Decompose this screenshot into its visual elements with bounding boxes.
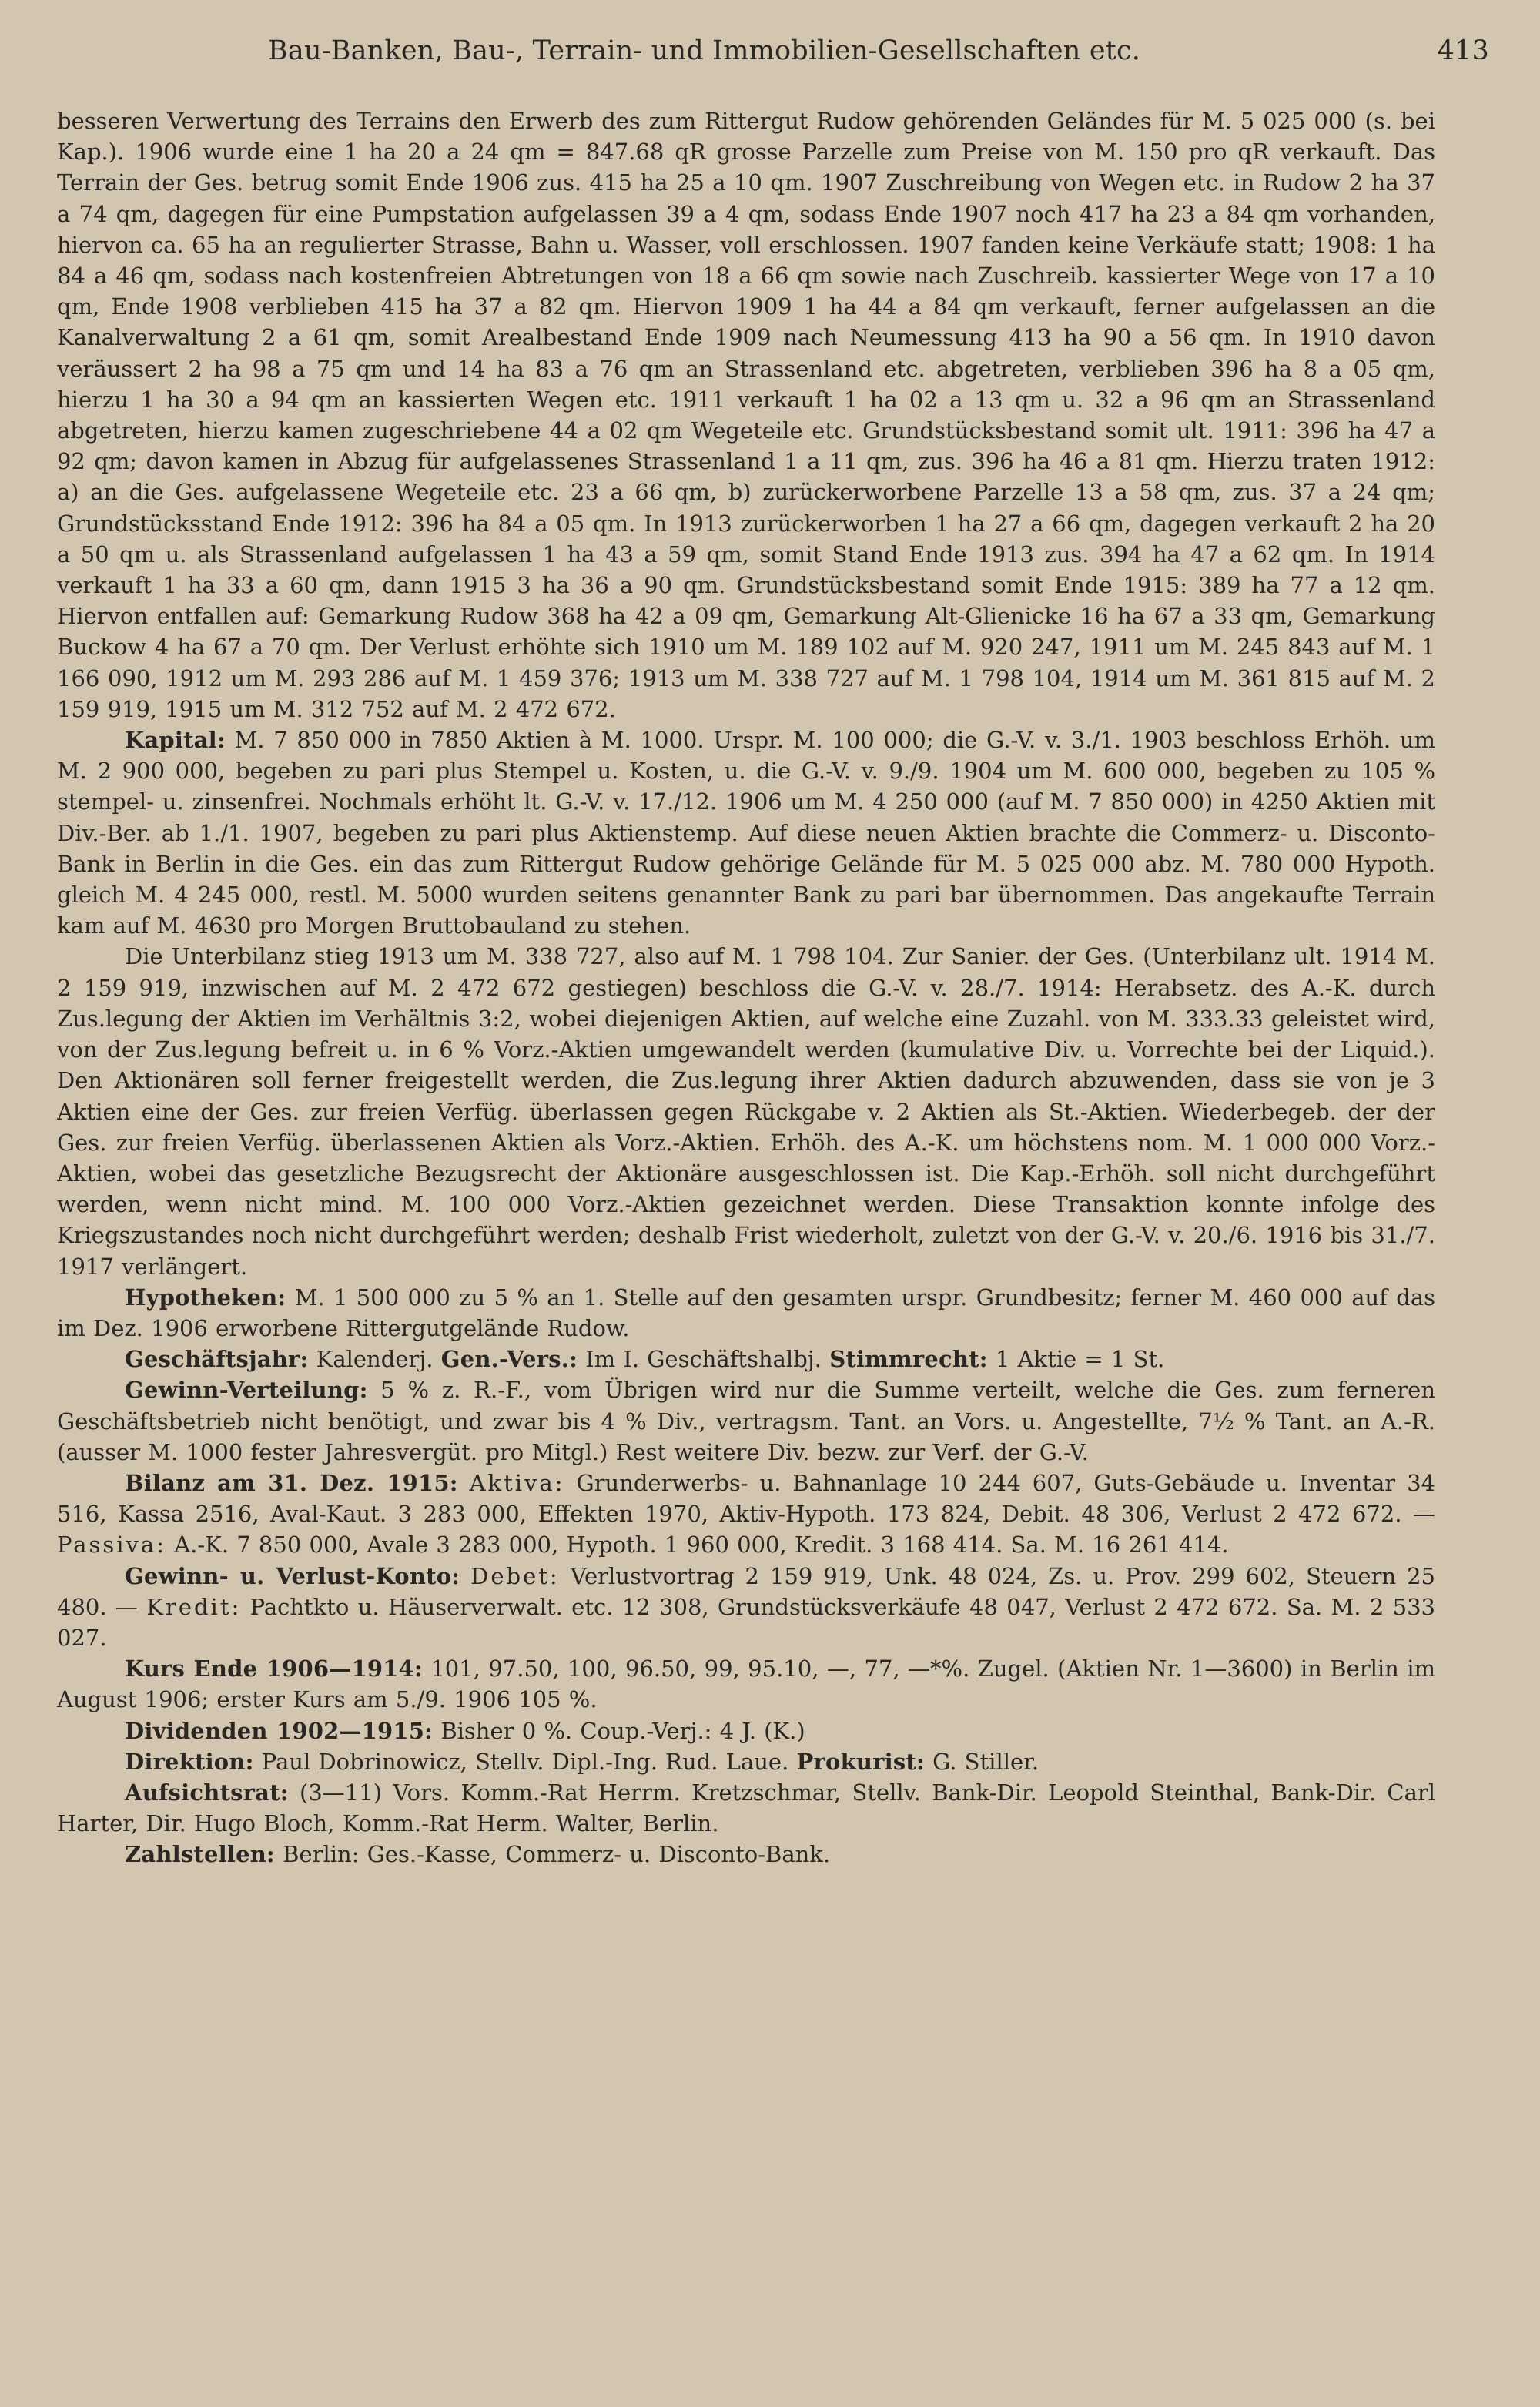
stimmrecht-text: 1 Aktie = 1 St. xyxy=(995,1346,1165,1373)
gewinnverteilung-text: 5 % z. R.-F., vom Übrigen wird nur die Summe verteilt, welche die Ges. zum ferneren Geschäftsbetrieb nicht benötigt, und zwar bis 4 % Div., vertragsm. Tant. an Vors. u. Angestellte, 7½ % Tant. an A.-R. (ausser M. 1000 fester Jahresvergüt. pro Mitgl.) Rest weitere Div. bezw. zur Verf. der G.-V. xyxy=(57,1377,1435,1465)
dividenden-paragraph xyxy=(57,1716,1435,1746)
kurs-label: Kurs Ende 1906—1914: xyxy=(125,1655,423,1682)
direktion-paragraph xyxy=(57,1746,1435,1777)
dividenden-text: Bisher 0 %. Coup.-Verj.: 4 J. (K.) xyxy=(440,1717,805,1744)
unterbilanz-text: Die Unterbilanz stieg 1913 um M. 338 727, also auf M. 1 798 104. Zur Sanier. der Ges. (Unterbilanz ult. 1914 M. 2 159 919, inzwischen auf M. 2 472 672 gestiegen) beschloss die G.-V. v. 28./7. 1914: Herabsetz. des A.-K. durch Zus.legung der Aktien im Verhältnis 3:2, wobei diejenigen Aktien, auf welche eine Zuzahl. von M. 333.33 geleistet wird, von der Zus.legung befreit u. in 6 % Vorz.-Aktien umgewandelt werden (kumulative Div. u. Vorrechte bei der Liquid.). Den Aktionären soll ferner freigestellt werden, die Zus.legung ihrer Aktien dadurch abzuwenden, dass sie von je 3 Aktien eine der Ges. zur freien Verfüg. überlassen gegen Rückgabe v. 2 Aktien als St.-Aktien. Wiederbegeb. der der Ges. zur freien Verfüg. überlassenen Aktien als Vorz.-Aktien. Erhöh. des A.-K. um höchstens nom. M. 1 000 000 Vorz.-Aktien, wobei das gesetzliche Bezugsrecht der Aktionäre ausgeschlossen ist. Die Kap.-Erhöh. soll nicht durchgeführt werden, wenn nicht mind. M. 100 000 Vorz.-Aktien gezeichnet werden. Diese Transaktion konnte infolge des Kriegszustandes noch nicht durchgeführt werden; deshalb Frist wiederholt, zuletzt von der G.-V. v. 20./6. 1916 bis 31./7. 1917 verlängert. xyxy=(57,943,1435,1280)
zahlstellen-label: Zahlstellen: xyxy=(125,1841,275,1868)
bilanz-aktiva-text: Grunderwerbs- u. Bahnanlage 10 244 607, Guts-Gebäude u. Inventar 34 516, Kassa 2516, Aval-Kaut. 3 283 000, Effekten 1970, Aktiv-Hypoth. 173 824, Debit. 48 306, Verlust 2 472 672. — xyxy=(57,1469,1436,1528)
hypotheken-label: Hypotheken: xyxy=(125,1284,286,1311)
geschaeftsjahr-text: Kalenderj. xyxy=(316,1346,434,1373)
geschaeftsjahr-label: Geschäftsjahr: xyxy=(125,1346,309,1373)
terrain-text: besseren Verwertung des Terrains den Erwerb des zum Rittergut Rudow gehörenden Geländes für M. 5 025 000 (s. bei Kap.). 1906 wurde eine 1 ha 20 a 24 qm = 847.68 qR grosse Parzelle zum Preise von M. 150 pro qR verkauft. Das Terrain der Ges. betrug somit Ende 1906 zus. 415 ha 25 a 10 qm. 1907 Zuschreibung von Wegen etc. in Rudow 2 ha 37 a 74 qm, dagegen für eine Pumpstation aufgelassen 39 a 4 qm, sodass Ende 1907 noch 417 ha 23 a 84 qm vorhanden, hiervon ca. 65 ha an regulierter Strasse, Bahn u. Wasser, voll erschlossen. 1907 fanden keine Verkäufe statt; 1908: 1 ha 84 a 46 qm, sodass nach kostenfreien Abtretungen von 18 a 66 qm sowie nach Zuschreib. kassierter Wege von 17 a 10 qm, Ende 1908 verblieben 415 ha 37 a 82 qm. Hiervon 1909 1 ha 44 a 84 qm verkauft, ferner aufgelassen an die Kanalverwaltung 2 a 61 qm, somit Arealbestand Ende 1909 nach Neumessung 413 ha 90 a 56 qm. In 1910 davon veräussert 2 ha 98 a 75 qm und 14 ha 83 a 76 qm an Strassenland etc. abgetreten, verblieben 396 ha 8 a 05 qm, hierzu 1 ha 30 a 94 qm an kassierten Wegen etc. 1911 verkauft 1 ha 02 a 13 qm u. 32 a 96 qm an Strassenland abgetreten, hierzu kamen zugeschriebene 44 a 02 qm Wegeteile etc. Grundstücksbestand somit ult. 1911: 396 ha 47 a 92 qm; davon kamen in Abzug für aufgelassenes Strassenland 1 a 11 qm, zus. 396 ha 46 a 81 qm. Hierzu traten 1912: a) an die Ges. aufgelassene Wegeteile etc. 23 a 66 qm, b) zurückerworbene Parzelle 13 a 58 qm, zus. 37 a 24 qm; Grundstücksstand Ende 1912: 396 ha 84 a 05 qm. In 1913 zurückerworben 1 ha 27 a 66 qm, dagegen verkauft 2 ha 20 a 50 qm u. als Strassenland aufgelassen 1 ha 43 a 59 qm, somit Stand Ende 1913 zus. 394 ha 47 a 62 qm. In 1914 verkauft 1 ha 33 a 60 qm, dann 1915 3 ha 36 a 90 qm. Grundstücksbestand somit Ende 1915: 389 ha 77 a 12 qm. Hiervon entfallen auf: Gemarkung Rudow 368 ha 42 a 09 qm, Gemarkung Alt-Glienicke 16 ha 67 a 33 qm, Gemarkung Buckow 4 ha 67 a 70 qm. Der Verlust erhöhte sich 1910 um M. 189 102 auf M. 920 247, 1911 um M. 245 843 auf M. 1 166 090, 1912 um M. 293 286 auf M. 1 459 376; 1913 um M. 338 727 auf M. 1 798 104, 1914 um M. 361 815 auf M. 2 159 919, 1915 um M. 312 752 auf M. 2 472 672. xyxy=(57,108,1435,722)
prokurist-label: Prokurist: xyxy=(796,1748,925,1775)
kapital-paragraph xyxy=(57,725,1435,941)
guv-debet-label: Debet: xyxy=(470,1562,560,1589)
kurs-text: 101, 97.50, 100, 96.50, 99, 95.10, —, 77, —*%. Zugel. (Aktien Nr. 1—3600) in Berlin im August 1906; erster Kurs am 5./9. 1906 105 %. xyxy=(57,1655,1435,1713)
guv-paragraph xyxy=(57,1561,1435,1654)
bilanz-paragraph xyxy=(57,1468,1435,1561)
bilanz-passiva-label: Passiva: xyxy=(57,1532,166,1558)
dividenden-label: Dividenden 1902—1915: xyxy=(125,1717,434,1744)
aufsichtsrat-paragraph xyxy=(57,1777,1435,1839)
stimmrecht-label: Stimmrecht: xyxy=(829,1346,988,1373)
gewinnverteilung-label: Gewinn-Verteilung: xyxy=(125,1377,368,1404)
kapital-text: M. 7 850 000 in 7850 Aktien à M. 1000. Urspr. M. 100 000; die G.-V. v. 3./1. 1903 beschloss Erhöh. um M. 2 900 000, begeben zu pari plus Stempel u. Kosten, u. die G.-V. v. 9./9. 1904 um M. 600 000, begeben zu 105 % stempel- u. zinsenfrei. Nochmals erhöht lt. G.-V. v. 17./12. 1906 um M. 4 250 000 (auf M. 7 850 000) in 4250 Aktien mit Div.-Ber. ab 1./1. 1907, begeben zu pari plus Aktienstemp. Auf diese neuen Aktien brachte die Commerz- u. Disconto-Bank in Berlin in die Ges. ein das zum Rittergut Rudow gehörige Gelände für M. 5 025 000 abz. M. 780 000 Hypoth. gleich M. 4 245 000, restl. M. 5000 wurden seitens genannter Bank zu pari bar übernommen. Das angekaufte Terrain kam auf M. 4630 pro Morgen Bruttobauland zu stehen. xyxy=(57,727,1435,939)
guv-debet-text: Verlustvortrag 2 159 919, Unk. 48 024, Zs. u. Prov. 299 602, Steuern 25 480. — xyxy=(57,1562,1436,1620)
kapital-label: Kapital: xyxy=(125,727,226,754)
bilanz-aktiva-label: Aktiva: xyxy=(469,1469,565,1496)
zahlstellen-paragraph xyxy=(57,1839,1435,1870)
direktion-label: Direktion: xyxy=(125,1748,254,1775)
aufsichtsrat-label: Aufsichtsrat: xyxy=(125,1779,289,1806)
geschaeftsjahr-paragraph xyxy=(57,1344,1435,1374)
body-text xyxy=(57,105,1435,1870)
zahlstellen-text: Berlin: Ges.-Kasse, Commerz- u. Disconto-Bank. xyxy=(283,1841,831,1868)
aufsichtsrat-text: (3—11) Vors. Komm.-Rat Herrm. Kretzschmar, Stellv. Bank-Dir. Leopold Steinthal, Bank-Dir. Carl Harter, Dir. Hugo Bloch, Komm.-Rat Herm. Walter, Berlin. xyxy=(57,1779,1436,1837)
guv-kredit-text: Pachtkto u. Häuserverwalt. etc. 12 308, Grundstücksverkäufe 48 047, Verlust 2 472 672. Sa. M. 2 533 027. xyxy=(57,1593,1435,1651)
hypotheken-text: M. 1 500 000 zu 5 % an 1. Stelle auf den gesamten urspr. Grundbesitz; ferner M. 460 000 auf das im Dez. 1906 erworbene Rittergutgelände Rudow. xyxy=(57,1284,1435,1341)
page-number: 413 xyxy=(1437,35,1489,66)
bilanz-passiva-text: A.-K. 7 850 000, Avale 3 283 000, Hypoth. 1 960 000, Kredit. 3 168 414. Sa. M. 16 261 414. xyxy=(174,1532,1229,1558)
page-header xyxy=(59,29,1489,72)
kurs-paragraph xyxy=(57,1653,1435,1715)
genvers-label: Gen.-Vers.: xyxy=(440,1346,578,1373)
hypotheken-paragraph xyxy=(57,1282,1435,1344)
direktion-text: Paul Dobrinowicz, Stellv. Dipl.-Ing. Rud. Laue. xyxy=(261,1748,789,1775)
guv-label: Gewinn- u. Verlust-Konto: xyxy=(125,1562,460,1589)
running-title: Bau-Banken, Bau-, Terrain- und Immobilien-Gesellschaften etc. xyxy=(268,35,1141,66)
prokurist-text: G. Stiller. xyxy=(932,1748,1040,1775)
guv-kredit-label: Kredit: xyxy=(146,1593,242,1620)
terrain-paragraph xyxy=(57,105,1435,725)
unterbilanz-paragraph xyxy=(57,941,1435,1281)
bilanz-label: Bilanz am 31. Dez. 1915: xyxy=(125,1469,458,1496)
gewinnverteilung-paragraph xyxy=(57,1374,1435,1468)
genvers-text: Im I. Geschäftshalbj. xyxy=(585,1346,822,1373)
